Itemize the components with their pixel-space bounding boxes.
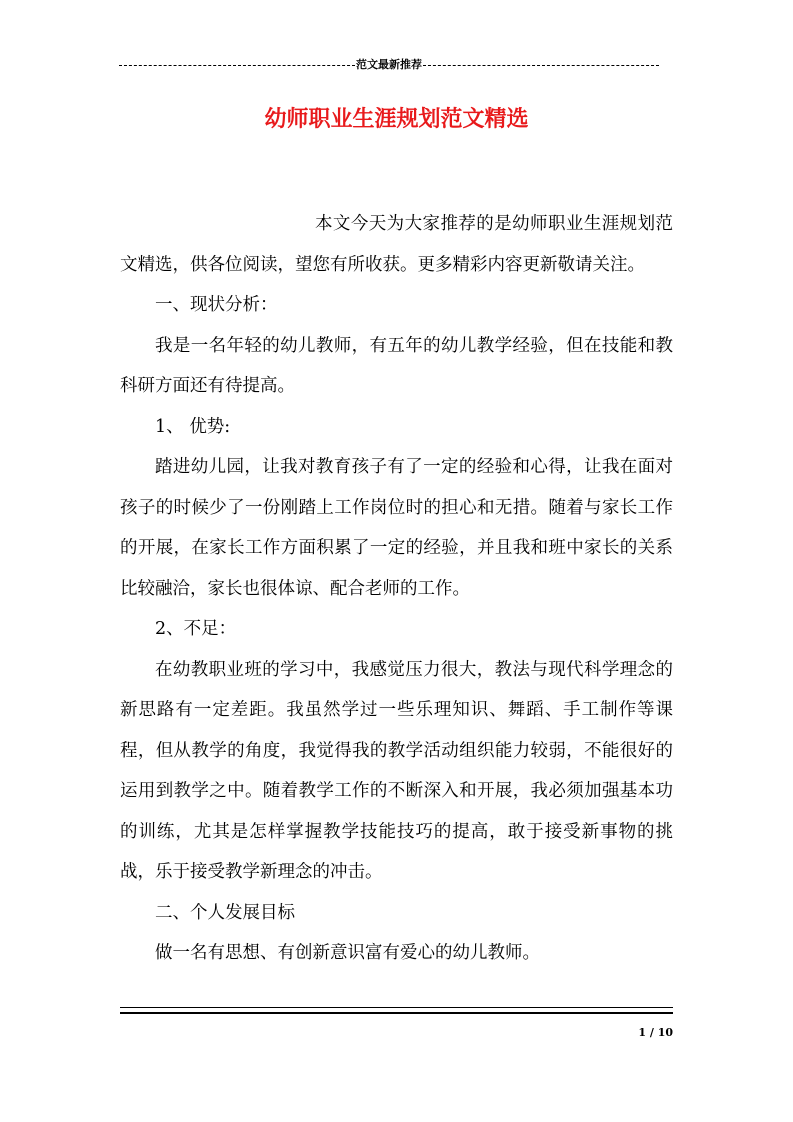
page-header	[119, 57, 659, 73]
header-dash-right	[423, 65, 659, 66]
header-label: 范文最新推荐	[356, 58, 422, 71]
body-paragraph: 踏进幼儿园，让我对教育孩子有了一定的经验和心得，让我在面对孩子的时候少了一份刚踏上工作岗位时的担心和无措。随着与家长工作的开展，在家长工作方面积累了一定的经验，并且我和班中家长的关系比较融洽，家长也很体谅、配合老师的工作。	[120, 457, 673, 599]
body-paragraph: 我是一名年轻的幼儿教师，有五年的幼儿教学经验，但在技能和教科研方面还有待提高。	[120, 335, 673, 396]
document-body	[120, 204, 673, 974]
section-heading-goals: 二、个人发展目标	[155, 902, 295, 923]
subheading-strengths: 1、 优势:	[155, 416, 231, 437]
body-paragraph: 做一名有思想、有创新意识富有爱心的幼儿教师。	[155, 943, 540, 963]
header-dash-left	[119, 65, 355, 66]
intro-paragraph: 本文今天为大家推荐的是幼师职业生涯规划范文精选，供各位阅读，望您有所收获。更多精彩内容更新敬请关注。	[120, 214, 673, 275]
body-paragraph: 在幼教职业班的学习中，我感觉压力很大，教法与现代科学理念的新思路有一定差距。我虽然学过一些乐理知识、舞蹈、手工制作等课程，但从教学的角度，我觉得我的教学活动组织能力较弱，不能很好的运用到教学之中。随着教学工作的不断深入和开展，我必须加强基本功的训练，尤其是怎样掌握教学技能技巧的提高，敢于接受新事物的挑战，乐于接受教学新理念的冲击。	[120, 659, 673, 882]
section-heading-status: 一、现状分析：	[155, 295, 278, 315]
subheading-weaknesses: 2、不足：	[155, 619, 237, 639]
document-title: 幼师职业生涯规划范文精选	[264, 106, 529, 132]
footer-rule	[120, 1007, 673, 1014]
page-number: 1 / 10	[638, 1026, 673, 1039]
